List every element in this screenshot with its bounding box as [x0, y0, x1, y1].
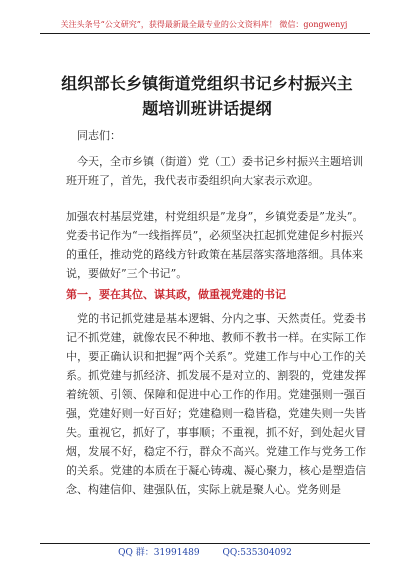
salutation: 同志们：	[77, 129, 121, 142]
paragraph-overview: 加强农村基层党建，村党组织是”龙身”，乡镇党委是”龙头”。党委书记作为“一线指挥员”，必须坚决扛起抓党建促乡村振兴的重任，推动党的路线方针政策在基层落实落地落细。具体来说，要做好”三个书记”。	[66, 210, 364, 280]
footer-divider	[40, 543, 370, 544]
paragraph-section-1: 党的书记抓党建是基本逻辑、分内之事、天然责任。党委书记不抓党建，就像农民不种地、教师不教书一样。在实际工作中，要正确认识和把握”两个关系”。党建工作与中心工作的关系。抓党建与抓经济、抓发展不是对立的、割裂的，党建发挥着统领、引领、保障和促进中心工作的作用。党建强则一强百强，党建好则一好百好；党建稳则一稳皆稳，党建失则一失皆失。重视它，抓好了，事事顺；不重视，抓不好，到处起火冒烟，发展不好，稳定不行，群众不高兴。党建工作与党务工作的关系。党建的本质在于凝心铸魂、凝心聚力，核心是塑造信念、构建信仰、建强队伍，实际上就是聚人心。党务则是	[66, 312, 366, 496]
header-divider	[40, 33, 370, 34]
footer	[40, 547, 370, 559]
section-heading-1: 第一，要在其位、谋其政，做重视党建的书记	[66, 288, 286, 301]
footer-qq-group: QQ 群：31991489	[118, 548, 200, 558]
footer-qq: QQ:535304092	[222, 548, 292, 558]
paragraph-intro: 今天，全市乡镇（街道）党（工）委书记乡村振兴主题培训班开班了，首先，我代表市委组织向大家表示欢迎。	[66, 155, 363, 187]
header-banner: 关注头条号“公文研究”，获得最新最全最专业的公文资料库！ 微信：gongwenyj	[60, 20, 348, 29]
document-title: 组织部长乡镇街道党组织书记乡村振兴主题培训班讲话提纲	[61, 74, 353, 118]
